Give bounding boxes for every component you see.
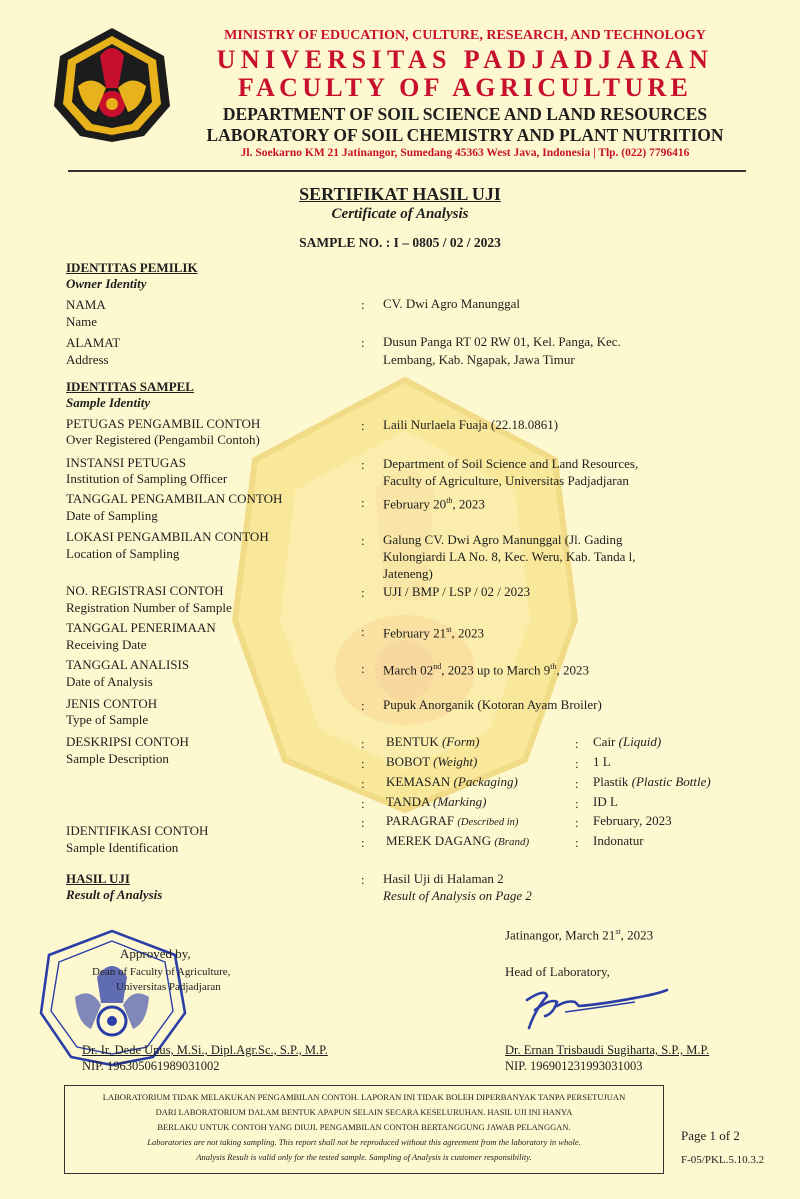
receiving-label: TANGGAL PENERIMAAN [66, 620, 216, 635]
colon: : [361, 736, 365, 751]
disclaimer-line: DARI LABORATORIUM DALAM BENTUK APAPUN SELAIN SECARA KESELURUHAN. HASIL UJI INI HANYA [155, 1107, 573, 1117]
head-nip: NIP. 196901231993031003 [505, 1059, 643, 1073]
desc-row-value: Plastik (Plastic Bottle) [593, 774, 711, 789]
department-name: DEPARTMENT OF SOIL SCIENCE AND LAND RESOURCES [222, 104, 708, 124]
colon: : [361, 756, 365, 771]
name-value: CV. Dwi Agro Manunggal [383, 296, 520, 311]
location-value-1: Galung CV. Dwi Agro Manunggal (Jl. Gading [383, 532, 623, 547]
result-label-en: Result of Analysis [66, 887, 163, 902]
location-value-3: Jateneng) [383, 566, 433, 581]
colon: : [361, 624, 365, 639]
colon: : [361, 776, 365, 791]
address-value-2: Lembang, Kab. Ngapak, Jawa Timur [383, 352, 575, 367]
desc-row-key: PARAGRAF (Described in) [386, 813, 519, 828]
desc-row-key: BOBOT (Weight) [386, 754, 478, 769]
colon: : [361, 297, 365, 312]
form-code: F-05/PKL.5.10.3.2 [681, 1154, 765, 1166]
result-label: HASIL UJI [66, 871, 130, 886]
owner-section-title: IDENTITAS PEMILIK [66, 260, 198, 275]
colon: : [361, 495, 365, 510]
receiving-label-en: Receiving Date [66, 637, 147, 652]
disclaimer-box [64, 1085, 664, 1174]
sample-type-label: JENIS CONTOH [66, 696, 158, 711]
location-label: LOKASI PENGAMBILAN CONTOH [66, 529, 269, 544]
desc-row-value: Indonatur [593, 833, 644, 848]
description-label: DESKRIPSI CONTOH [66, 734, 189, 749]
disclaimer-line-en: Analysis Result is valid only for the tested sample. Sampling of Analysis is customer responsibility. [196, 1152, 532, 1162]
disclaimer-line-en: Laboratories are not taking sampling. This report shall not be reproduced without this agreement from the laboratory in whole. [147, 1137, 581, 1147]
colon: : [575, 796, 579, 811]
identification-label: IDENTIFIKASI CONTOH [66, 823, 209, 838]
laboratory-name: LABORATORY OF SOIL CHEMISTRY AND PLANT NUTRITION [206, 125, 724, 145]
colon: : [575, 736, 579, 751]
desc-row-value: ID L [593, 794, 618, 809]
ministry-line: MINISTRY OF EDUCATION, CULTURE, RESEARCH, AND TECHNOLOGY [224, 28, 706, 43]
desc-row-key: KEMASAN (Packaging) [386, 774, 518, 789]
address-label-en: Address [66, 352, 109, 367]
sample-type-label-en: Type of Sample [66, 712, 149, 727]
sample-section-subtitle: Sample Identity [66, 395, 151, 410]
dean-nip: NIP. 196305061989031002 [82, 1059, 220, 1073]
faculty-name: FACULTY OF AGRICULTURE [237, 73, 693, 102]
location-label-en: Location of Sampling [66, 546, 180, 561]
receiving-value: February 21st, 2023 [383, 625, 485, 641]
sampling-date-value: February 20th, 2023 [383, 496, 485, 512]
desc-row-value: 1 L [593, 754, 611, 769]
desc-row-value: Cair (Liquid) [593, 734, 662, 749]
registration-label: NO. REGISTRASI CONTOH [66, 583, 224, 598]
colon: : [575, 835, 579, 850]
colon: : [575, 815, 579, 830]
certificate-title: SERTIFIKAT HASIL UJI [299, 184, 501, 204]
university-name: UNIVERSITAS PADJADJARAN [216, 45, 714, 74]
location-value-2: Kulongiardi LA No. 8, Kec. Weru, Kab. Tanda l, [383, 549, 636, 564]
institution-value-2: Faculty of Agriculture, Universitas Padjadjaran [383, 473, 629, 488]
dean-university: Universitas Padjadjaran [116, 981, 221, 993]
header-divider [68, 170, 746, 172]
sample-number: SAMPLE NO. : I – 0805 / 02 / 2023 [299, 235, 501, 250]
colon: : [575, 756, 579, 771]
dean-title: Dean of Faculty of Agriculture, [92, 966, 231, 978]
dean-name: Dr. Ir. Dede Unus, M.Si., Dipl.Agr.Sc., S.P., M.P. [82, 1043, 328, 1057]
institution-label-en: Institution of Sampling Officer [66, 471, 228, 486]
registration-value: UJI / BMP / LSP / 02 / 2023 [383, 584, 531, 599]
sampling-date-label: TANGGAL PENGAMBILAN CONTOH [66, 491, 283, 506]
registration-label-en: Registration Number of Sample [66, 600, 232, 615]
page-number: Page 1 of 2 [681, 1128, 740, 1143]
address-label: ALAMAT [66, 335, 121, 350]
sample-type-value: Pupuk Anorganik (Kotoran Ayam Broiler) [383, 697, 602, 712]
address-value-1: Dusun Panga RT 02 RW 01, Kel. Panga, Kec. [383, 334, 621, 349]
colon: : [361, 661, 365, 676]
owner-section-subtitle: Owner Identity [66, 276, 147, 291]
colon: : [361, 533, 365, 548]
analysis-date-label-en: Date of Analysis [66, 674, 153, 689]
colon: : [361, 585, 365, 600]
approved-by: Approved by, [120, 946, 191, 961]
head-signature [505, 980, 675, 1040]
colon: : [575, 776, 579, 791]
colon: : [361, 796, 365, 811]
description-label-en: Sample Description [66, 751, 169, 766]
name-label-en: Name [66, 314, 98, 329]
desc-row-key: MEREK DAGANG (Brand) [386, 833, 530, 848]
analysis-date-value: March 02nd, 2023 up to March 9th, 2023 [383, 662, 589, 678]
disclaimer-line: BERLAKU UNTUK CONTOH YANG DIUJI. PENGAMBILAN CONTOH BERTANGGUNG JAWAB PELANGGAN. [157, 1122, 571, 1132]
sampling-date-label-en: Date of Sampling [66, 508, 158, 523]
institution-value-1: Department of Soil Science and Land Resources, [383, 456, 639, 471]
colon: : [361, 815, 365, 830]
colon: : [361, 457, 365, 472]
sample-section-title: IDENTITAS SAMPEL [66, 379, 194, 394]
result-value-en: Result of Analysis on Page 2 [383, 888, 532, 903]
colon: : [361, 835, 365, 850]
result-value: Hasil Uji di Halaman 2 [383, 871, 504, 886]
identification-label-en: Sample Identification [66, 840, 179, 855]
officer-value: Laili Nurlaela Fuaja (22.18.0861) [383, 417, 559, 432]
desc-row-key: BENTUK (Form) [386, 734, 480, 749]
certificate-subtitle: Certificate of Analysis [331, 206, 469, 222]
desc-row-value: February, 2023 [593, 813, 672, 828]
name-label: NAMA [66, 297, 106, 312]
disclaimer-line: LABORATORIUM TIDAK MELAKUKAN PENGAMBILAN CONTOH. LAPORAN INI TIDAK BOLEH DIPERBANYAK TANPA PERSETUJUAN [102, 1092, 626, 1102]
institution-label: INSTANSI PETUGAS [66, 455, 186, 470]
place-date: Jatinangor, March 21st, 2023 [505, 927, 654, 943]
colon: : [361, 418, 365, 433]
head-name: Dr. Ernan Trisbaudi Sugiharta, S.P., M.P. [505, 1043, 710, 1057]
officer-label: PETUGAS PENGAMBIL CONTOH [66, 416, 261, 431]
colon: : [361, 698, 365, 713]
desc-row-key: TANDA (Marking) [386, 794, 487, 809]
analysis-date-label: TANGGAL ANALISIS [66, 657, 190, 672]
university-logo [52, 26, 172, 144]
head-title: Head of Laboratory, [505, 964, 610, 979]
officer-label-en: Over Registered (Pengambil Contoh) [66, 432, 260, 447]
colon: : [361, 872, 365, 887]
address-line: Jl. Soekarno KM 21 Jatinangor, Sumedang 45363 West Java, Indonesia | Tlp. (022) 7796416 [240, 147, 690, 159]
colon: : [361, 335, 365, 350]
